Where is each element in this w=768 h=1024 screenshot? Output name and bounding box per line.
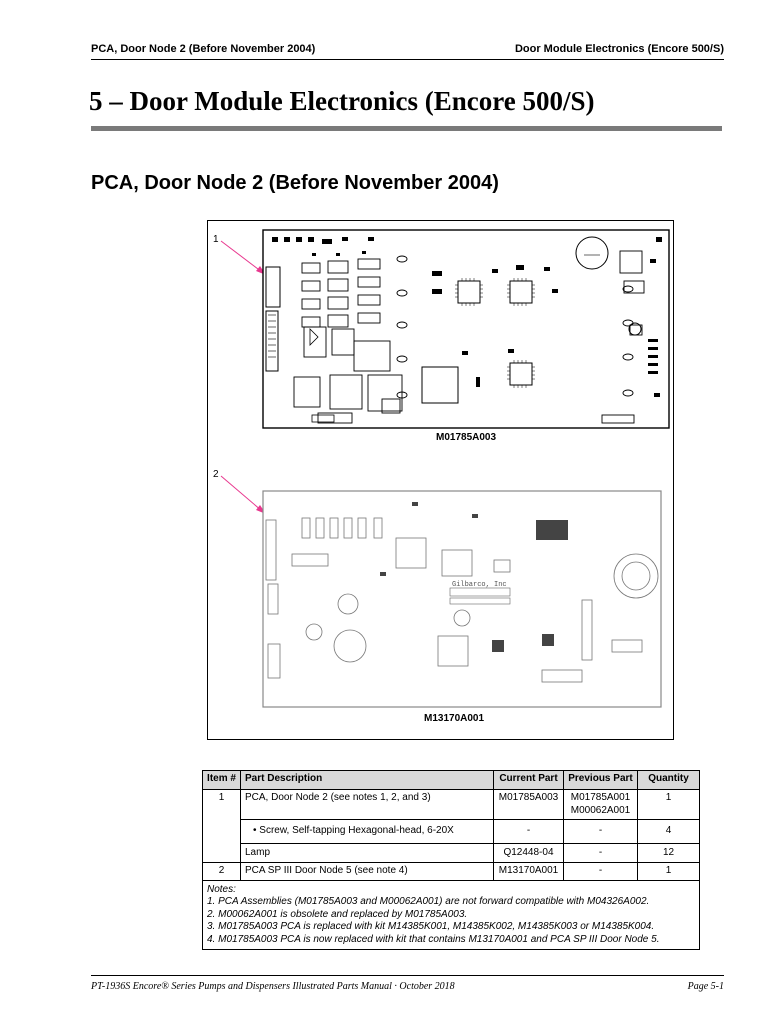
callout-arrow-2 [218, 473, 268, 517]
footer-page-number: Page 5-1 [687, 981, 724, 992]
table-row [203, 844, 700, 863]
notes-title: Notes: [207, 883, 236, 895]
previous-part: - [564, 863, 638, 881]
quantity: 1 [638, 863, 700, 881]
pcb-board-1-drawing [262, 229, 670, 429]
part-description: PCA SP III Door Node 5 (see note 4) [241, 863, 494, 881]
previous-part-line: M01785A001 [570, 792, 631, 803]
note-line: 3. M01785A003 PCA is replaced with kit M14385K001, M14385K002, M14385K003 or M14385K004. [207, 921, 655, 932]
current-part: Q12448-04 [494, 844, 564, 863]
pcb-board-2-drawing [262, 490, 662, 708]
part-description: Lamp [241, 844, 494, 863]
notes-row [203, 880, 700, 950]
notes-cell [203, 880, 700, 950]
running-header-right: Door Module Electronics (Encore 500/S) [514, 43, 724, 55]
note-line: 4. M01785A003 PCA is now replaced with kit that contains M13170A001 and PCA SP III Door Node 5. [207, 933, 660, 945]
pcb-2-silkscreen-text: Gilbarco, Inc [452, 581, 507, 589]
quantity: 12 [638, 844, 700, 863]
item-number: 2 [203, 863, 241, 881]
part-description: • Screw, Self-tapping Hexagonal-head, 6-20X [241, 820, 494, 844]
footer-manual-title: PT-1936S Encore® Series Pumps and Dispensers Illustrated Parts Manual · October 2018 [91, 981, 455, 992]
table-header-row [203, 771, 700, 790]
pcb-2-part-label: M13170A001 [424, 713, 485, 724]
header-description: Part Description [241, 771, 494, 790]
previous-part: - [564, 844, 638, 863]
item-number: 1 [203, 790, 241, 863]
callout-arrow-1 [218, 238, 268, 278]
chapter-title-bar [91, 126, 722, 131]
parts-table [202, 770, 700, 950]
header-rule [91, 59, 724, 60]
footer-rule [91, 975, 724, 976]
part-description: PCA, Door Node 2 (see notes 1, 2, and 3) [241, 790, 494, 820]
header-quantity: Quantity [638, 771, 700, 790]
previous-part-line: M00062A001 [570, 804, 631, 816]
note-line: 2. M00062A001 is obsolete and replaced by M01785A003. [207, 908, 468, 920]
current-part: M13170A001 [494, 863, 564, 881]
note-line: 1. PCA Assemblies (M01785A003 and M00062A001) are not forward compatible with M04326A002. [207, 896, 650, 907]
table-row [203, 790, 700, 820]
section-title: PCA, Door Node 2 (Before November 2004) [91, 172, 499, 194]
running-header-left: PCA, Door Node 2 (Before November 2004) [91, 43, 316, 55]
previous-part: - [564, 820, 638, 844]
chapter-title: 5 – Door Module Electronics (Encore 500/S) [89, 86, 595, 116]
header-previous-part: Previous Part [564, 771, 638, 790]
table-row [203, 820, 700, 844]
table-row [203, 863, 700, 881]
quantity: 1 [638, 790, 700, 820]
callout-number-1: 1 [213, 234, 219, 245]
current-part: M01785A003 [494, 790, 564, 820]
callout-number-2: 2 [213, 469, 219, 480]
header-item: Item # [203, 771, 241, 790]
quantity: 4 [638, 820, 700, 844]
pcb-1-part-label: M01785A003 [436, 432, 497, 443]
header-current-part: Current Part [494, 771, 564, 790]
previous-part [564, 790, 638, 820]
current-part: - [494, 820, 564, 844]
